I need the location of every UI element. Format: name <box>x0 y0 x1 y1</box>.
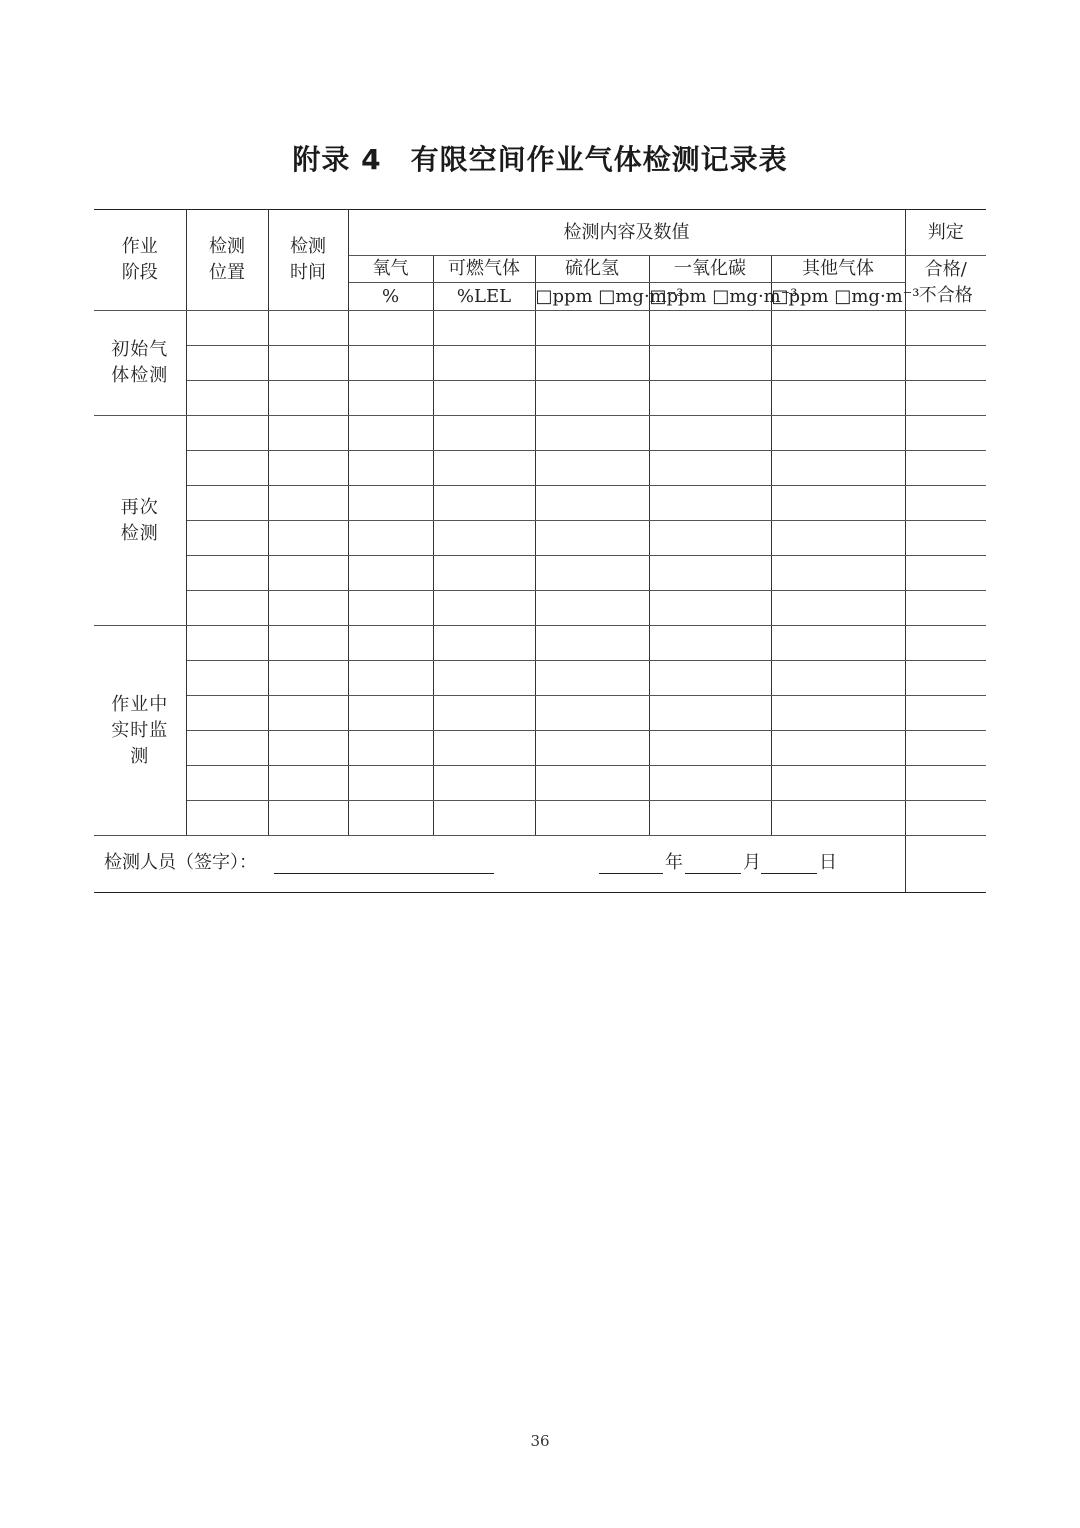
header-pass: 合格/ 不合格 <box>905 256 986 311</box>
table-row <box>94 486 986 521</box>
input-cell[interactable] <box>433 661 535 696</box>
input-cell[interactable] <box>186 661 268 696</box>
input-cell[interactable] <box>186 556 268 591</box>
input-cell[interactable] <box>771 381 905 416</box>
table-row <box>94 696 986 731</box>
input-cell[interactable] <box>186 451 268 486</box>
input-cell[interactable] <box>268 381 348 416</box>
day-label: 日 <box>819 852 837 873</box>
input-cell[interactable] <box>905 556 986 591</box>
input-cell[interactable] <box>186 381 268 416</box>
input-cell[interactable] <box>649 801 771 836</box>
table-row <box>94 311 986 346</box>
input-cell[interactable] <box>268 661 348 696</box>
table-row <box>94 521 986 556</box>
input-cell[interactable] <box>649 486 771 521</box>
input-cell[interactable] <box>268 486 348 521</box>
input-cell[interactable] <box>433 731 535 766</box>
input-cell[interactable] <box>348 801 433 836</box>
page-number: 36 <box>530 1432 550 1450</box>
input-cell[interactable] <box>186 766 268 801</box>
input-cell[interactable] <box>771 766 905 801</box>
input-cell[interactable] <box>649 766 771 801</box>
unit-oxygen: % <box>348 283 433 311</box>
unit-other: □ppm □mg·m⁻³ <box>771 283 905 311</box>
input-cell[interactable] <box>905 451 986 486</box>
header-h2s: 硫化氢 <box>535 256 649 283</box>
input-cell[interactable] <box>535 591 649 626</box>
signature-row <box>94 836 905 893</box>
input-cell[interactable] <box>186 311 268 346</box>
input-cell[interactable] <box>771 451 905 486</box>
header-co: 一氧化碳 <box>649 256 771 283</box>
input-cell[interactable] <box>186 731 268 766</box>
input-cell[interactable] <box>649 696 771 731</box>
input-cell[interactable] <box>649 416 771 451</box>
input-cell[interactable] <box>649 451 771 486</box>
month-label: 月 <box>743 852 761 873</box>
input-cell[interactable] <box>348 416 433 451</box>
input-cell[interactable] <box>535 346 649 381</box>
input-cell[interactable] <box>905 766 986 801</box>
unit-combustible: %LEL <box>433 283 535 311</box>
table-row <box>94 626 986 661</box>
input-cell[interactable] <box>348 381 433 416</box>
input-cell[interactable] <box>905 661 986 696</box>
signature-line[interactable] <box>274 873 494 874</box>
gas-detection-record-table <box>94 209 986 893</box>
input-cell[interactable] <box>186 486 268 521</box>
input-cell[interactable] <box>433 521 535 556</box>
stage-label: 作业中 实时监 测 <box>94 626 186 836</box>
input-cell[interactable] <box>186 591 268 626</box>
input-cell[interactable] <box>649 521 771 556</box>
table-row <box>94 416 986 451</box>
input-cell[interactable] <box>535 626 649 661</box>
input-cell[interactable] <box>535 661 649 696</box>
input-cell[interactable] <box>186 626 268 661</box>
input-cell[interactable] <box>433 801 535 836</box>
input-cell[interactable] <box>771 346 905 381</box>
input-cell[interactable] <box>268 556 348 591</box>
input-cell[interactable] <box>535 381 649 416</box>
input-cell[interactable] <box>771 626 905 661</box>
input-cell[interactable] <box>535 556 649 591</box>
input-cell[interactable] <box>771 311 905 346</box>
input-cell[interactable] <box>535 766 649 801</box>
input-cell[interactable] <box>649 311 771 346</box>
header-judge: 判定 <box>905 210 986 256</box>
input-cell[interactable] <box>535 731 649 766</box>
input-cell[interactable] <box>535 311 649 346</box>
input-cell[interactable] <box>905 416 986 451</box>
input-cell[interactable] <box>268 416 348 451</box>
unit-co: □ppm □mg·m⁻³ <box>649 283 771 311</box>
input-cell[interactable] <box>649 381 771 416</box>
input-cell[interactable] <box>348 311 433 346</box>
input-cell[interactable] <box>535 416 649 451</box>
header-combustible: 可燃气体 <box>433 256 535 283</box>
input-cell[interactable] <box>433 416 535 451</box>
input-cell[interactable] <box>348 696 433 731</box>
input-cell[interactable] <box>348 486 433 521</box>
input-cell[interactable] <box>905 696 986 731</box>
header-other: 其他气体 <box>771 256 905 283</box>
stage-label: 再次 检测 <box>94 416 186 626</box>
input-cell[interactable] <box>186 346 268 381</box>
stage-label: 初始气 体检测 <box>94 311 186 416</box>
input-cell[interactable] <box>905 801 986 836</box>
input-cell[interactable] <box>535 521 649 556</box>
input-cell[interactable] <box>771 486 905 521</box>
input-cell[interactable] <box>771 661 905 696</box>
input-cell[interactable] <box>268 731 348 766</box>
input-cell[interactable] <box>268 801 348 836</box>
input-cell[interactable] <box>433 311 535 346</box>
table-row <box>94 556 986 591</box>
input-cell[interactable] <box>771 801 905 836</box>
input-cell[interactable] <box>348 556 433 591</box>
header-position: 检测 位置 <box>186 210 268 311</box>
input-cell[interactable] <box>348 346 433 381</box>
header-content: 检测内容及数值 <box>348 210 905 256</box>
table-row <box>94 591 986 626</box>
input-cell[interactable] <box>186 416 268 451</box>
input-cell[interactable] <box>186 696 268 731</box>
input-cell[interactable] <box>771 591 905 626</box>
input-cell[interactable] <box>649 556 771 591</box>
input-cell[interactable] <box>433 696 535 731</box>
input-cell[interactable] <box>268 591 348 626</box>
signature-judge-cell[interactable] <box>905 836 986 893</box>
month-line[interactable] <box>685 873 741 874</box>
input-cell[interactable] <box>433 556 535 591</box>
header-stage: 作业 阶段 <box>94 210 186 311</box>
input-cell[interactable] <box>905 381 986 416</box>
input-cell[interactable] <box>649 661 771 696</box>
input-cell[interactable] <box>771 731 905 766</box>
table-row <box>94 801 986 836</box>
input-cell[interactable] <box>268 451 348 486</box>
input-cell[interactable] <box>268 626 348 661</box>
input-cell[interactable] <box>268 696 348 731</box>
input-cell[interactable] <box>433 486 535 521</box>
year-line[interactable] <box>599 873 663 874</box>
table-row <box>94 766 986 801</box>
input-cell[interactable] <box>433 381 535 416</box>
input-cell[interactable] <box>771 556 905 591</box>
input-cell[interactable] <box>268 311 348 346</box>
input-cell[interactable] <box>268 766 348 801</box>
input-cell[interactable] <box>905 731 986 766</box>
input-cell[interactable] <box>268 521 348 556</box>
input-cell[interactable] <box>433 591 535 626</box>
input-cell[interactable] <box>348 661 433 696</box>
page-title: 附录 4 有限空间作业气体检测记录表 <box>292 143 788 176</box>
input-cell[interactable] <box>905 486 986 521</box>
input-cell[interactable] <box>348 626 433 661</box>
input-cell[interactable] <box>905 591 986 626</box>
year-label: 年 <box>665 852 683 873</box>
input-cell[interactable] <box>535 451 649 486</box>
unit-h2s: □ppm □mg·m⁻³ <box>535 283 649 311</box>
input-cell[interactable] <box>348 731 433 766</box>
input-cell[interactable] <box>771 521 905 556</box>
input-cell[interactable] <box>649 626 771 661</box>
input-cell[interactable] <box>905 346 986 381</box>
input-cell[interactable] <box>433 626 535 661</box>
input-cell[interactable] <box>905 626 986 661</box>
input-cell[interactable] <box>348 521 433 556</box>
input-cell[interactable] <box>649 591 771 626</box>
header-time: 检测 时间 <box>268 210 348 311</box>
signature-label: 检测人员（签字）： <box>104 852 257 873</box>
input-cell[interactable] <box>649 346 771 381</box>
input-cell[interactable] <box>905 521 986 556</box>
input-cell[interactable] <box>186 521 268 556</box>
input-cell[interactable] <box>535 801 649 836</box>
input-cell[interactable] <box>433 346 535 381</box>
input-cell[interactable] <box>433 766 535 801</box>
table-row <box>94 346 986 381</box>
table-row <box>94 661 986 696</box>
input-cell[interactable] <box>268 346 348 381</box>
input-cell[interactable] <box>649 731 771 766</box>
table-row <box>94 451 986 486</box>
input-cell[interactable] <box>771 696 905 731</box>
table-row <box>94 381 986 416</box>
day-line[interactable] <box>761 873 817 874</box>
table-row <box>94 731 986 766</box>
input-cell[interactable] <box>535 486 649 521</box>
input-cell[interactable] <box>348 451 433 486</box>
input-cell[interactable] <box>186 801 268 836</box>
input-cell[interactable] <box>535 696 649 731</box>
input-cell[interactable] <box>433 451 535 486</box>
input-cell[interactable] <box>348 591 433 626</box>
header-oxygen: 氧气 <box>348 256 433 283</box>
input-cell[interactable] <box>905 311 986 346</box>
input-cell[interactable] <box>348 766 433 801</box>
input-cell[interactable] <box>771 416 905 451</box>
